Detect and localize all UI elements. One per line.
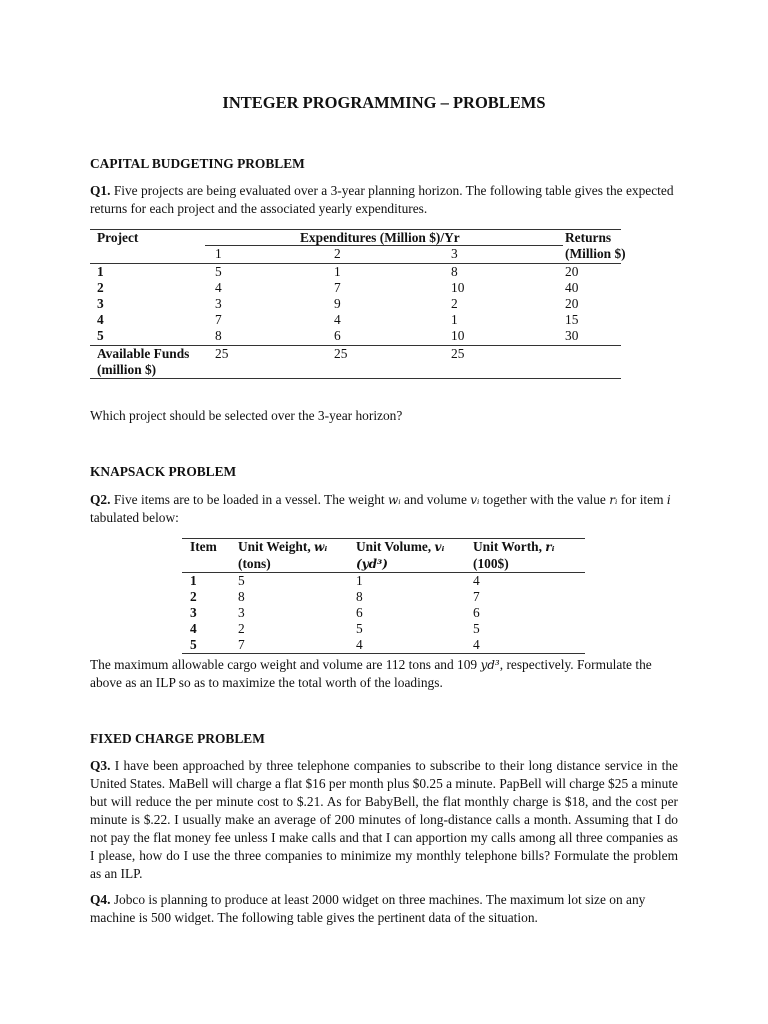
available-funds-label: Available Funds bbox=[97, 346, 190, 361]
q2-label: Q2. bbox=[90, 492, 111, 507]
fixed-charge-heading: FIXED CHARGE PROBLEM bbox=[90, 731, 265, 746]
weight-variable: wᵢ bbox=[388, 493, 401, 507]
value-variable: rᵢ bbox=[609, 493, 618, 507]
capital-budgeting-heading: CAPITAL BUDGETING PROBLEM bbox=[90, 156, 305, 171]
volume-cell: 8 bbox=[356, 589, 363, 604]
year-3-cell: 2 bbox=[451, 296, 458, 311]
project-header: Project bbox=[97, 230, 139, 245]
q1-text: Five projects are being evaluated over a 3-year planning horizon. The following table gives the expected returns for each project and the associated yearly expenditures. bbox=[90, 183, 674, 216]
weight-cell: 2 bbox=[238, 621, 245, 636]
unit-weight-unit: (tons) bbox=[238, 556, 271, 571]
item-cell: 4 bbox=[190, 621, 197, 636]
project-cell: 2 bbox=[97, 280, 104, 295]
q2-text: and volume bbox=[400, 492, 471, 507]
project-cell: 1 bbox=[97, 264, 104, 279]
year-1-cell: 8 bbox=[215, 328, 222, 343]
item-cell: 1 bbox=[190, 573, 197, 588]
item-variable: i bbox=[666, 493, 671, 507]
unit-worth-header: Unit Worth, rᵢ bbox=[473, 539, 555, 554]
year-2-cell: 1 bbox=[334, 264, 341, 279]
expenditures-header: Expenditures (Million $)/Yr bbox=[300, 230, 460, 245]
volume-cell: 5 bbox=[356, 621, 363, 636]
returns-cell: 20 bbox=[565, 264, 579, 279]
q3-text: I have been approached by three telephone companies to subscribe to their long distance service in the United States. MaBell will charge a flat $16 per month plus $0.25 a minute. PapBell will charge $25 a minute but will reduce the per minute cost to $.21. As for BabyBell, the flat monthly charge is $18, and the cost per minute is $.22. I usually make an average of 200 minutes of long-distance calls a month. Assuming that I do not pay the flat money fee unless I make calls and that I can apportion my calls among all three companies as I please, how do I use the three companies to minimize my monthly telephone bills? Formulate the problem as an ILP. bbox=[90, 758, 678, 881]
year-2-cell: 6 bbox=[334, 328, 341, 343]
year-1-cell: 3 bbox=[215, 296, 222, 311]
q3-label: Q3. bbox=[90, 758, 111, 773]
year-3-cell: 8 bbox=[451, 264, 458, 279]
unit-volume-unit: (yd³) bbox=[356, 557, 388, 571]
q1-label: Q1. bbox=[90, 183, 111, 198]
project-cell: 5 bbox=[97, 328, 104, 343]
funds-year-3: 25 bbox=[451, 346, 465, 361]
item-cell: 2 bbox=[190, 589, 197, 604]
q2-text: tabulated below: bbox=[90, 510, 179, 525]
item-cell: 3 bbox=[190, 605, 197, 620]
knapsack-constraint-paragraph: The maximum allowable cargo weight and volume are 112 tons and 109 yd³, respectively. Formulate the above as an ILP so as to maximize the total worth of the loadings. bbox=[90, 657, 652, 690]
year-1-cell: 5 bbox=[215, 264, 222, 279]
funds-year-1: 25 bbox=[215, 346, 229, 361]
unit-weight-header: Unit Weight, wᵢ bbox=[238, 539, 328, 554]
q4-label: Q4. bbox=[90, 892, 111, 907]
returns-cell: 40 bbox=[565, 280, 579, 295]
volume-cell: 4 bbox=[356, 637, 363, 652]
volume-cell: 1 bbox=[356, 573, 363, 588]
funds-year-2: 25 bbox=[334, 346, 348, 361]
volume-variable: vᵢ bbox=[470, 493, 480, 507]
returns-unit-header: (Million $) bbox=[565, 246, 626, 261]
year-1-cell: 7 bbox=[215, 312, 222, 327]
volume-cell: 6 bbox=[356, 605, 363, 620]
weight-cell: 3 bbox=[238, 605, 245, 620]
worth-cell: 7 bbox=[473, 589, 480, 604]
q3-paragraph bbox=[90, 757, 678, 883]
year-3-cell: 1 bbox=[451, 312, 458, 327]
year-2-cell: 4 bbox=[334, 312, 341, 327]
unit-volume-header: Unit Volume, vᵢ bbox=[356, 539, 445, 554]
worth-cell: 4 bbox=[473, 637, 480, 652]
project-cell: 4 bbox=[97, 312, 104, 327]
year-2-cell: 9 bbox=[334, 296, 341, 311]
q2-text: for item bbox=[617, 492, 667, 507]
q4-paragraph bbox=[90, 891, 678, 927]
year-3-cell: 10 bbox=[451, 328, 465, 343]
item-header: Item bbox=[190, 539, 217, 554]
year-2-cell: 7 bbox=[334, 280, 341, 295]
q2-paragraph bbox=[90, 491, 678, 527]
worth-cell: 5 bbox=[473, 621, 480, 636]
worth-cell: 6 bbox=[473, 605, 480, 620]
q1-question: Which project should be selected over the 3-year horizon? bbox=[90, 408, 403, 423]
unit-worth-unit: (100$) bbox=[473, 556, 509, 571]
table1-header-rule bbox=[90, 263, 621, 264]
item-cell: 5 bbox=[190, 637, 197, 652]
year-3-cell: 10 bbox=[451, 280, 465, 295]
weight-cell: 8 bbox=[238, 589, 245, 604]
page-title: INTEGER PROGRAMMING – PROBLEMS bbox=[222, 93, 546, 112]
q2-text: together with the value bbox=[479, 492, 610, 507]
year-1-header: 1 bbox=[215, 246, 222, 261]
returns-cell: 15 bbox=[565, 312, 579, 327]
returns-header: Returns bbox=[565, 230, 612, 245]
project-cell: 3 bbox=[97, 296, 104, 311]
year-2-header: 2 bbox=[334, 246, 341, 261]
available-funds-unit: (million $) bbox=[97, 362, 157, 377]
worth-cell: 4 bbox=[473, 573, 480, 588]
knapsack-heading: KNAPSACK PROBLEM bbox=[90, 464, 237, 479]
table1-bottom-rule bbox=[90, 378, 621, 379]
year-3-header: 3 bbox=[451, 246, 458, 261]
returns-cell: 20 bbox=[565, 296, 579, 311]
q2-text: Five items are to be loaded in a vessel. The weight bbox=[110, 492, 389, 507]
q4-text: Jobco is planning to produce at least 2000 widget on three machines. The maximum lot size on any machine is 500 widget. The following table gives the pertinent data of the situation. bbox=[90, 892, 646, 925]
year-1-cell: 4 bbox=[215, 280, 222, 295]
weight-cell: 5 bbox=[238, 573, 245, 588]
weight-cell: 7 bbox=[238, 637, 245, 652]
returns-cell: 30 bbox=[565, 328, 579, 343]
q1-paragraph bbox=[90, 182, 678, 218]
